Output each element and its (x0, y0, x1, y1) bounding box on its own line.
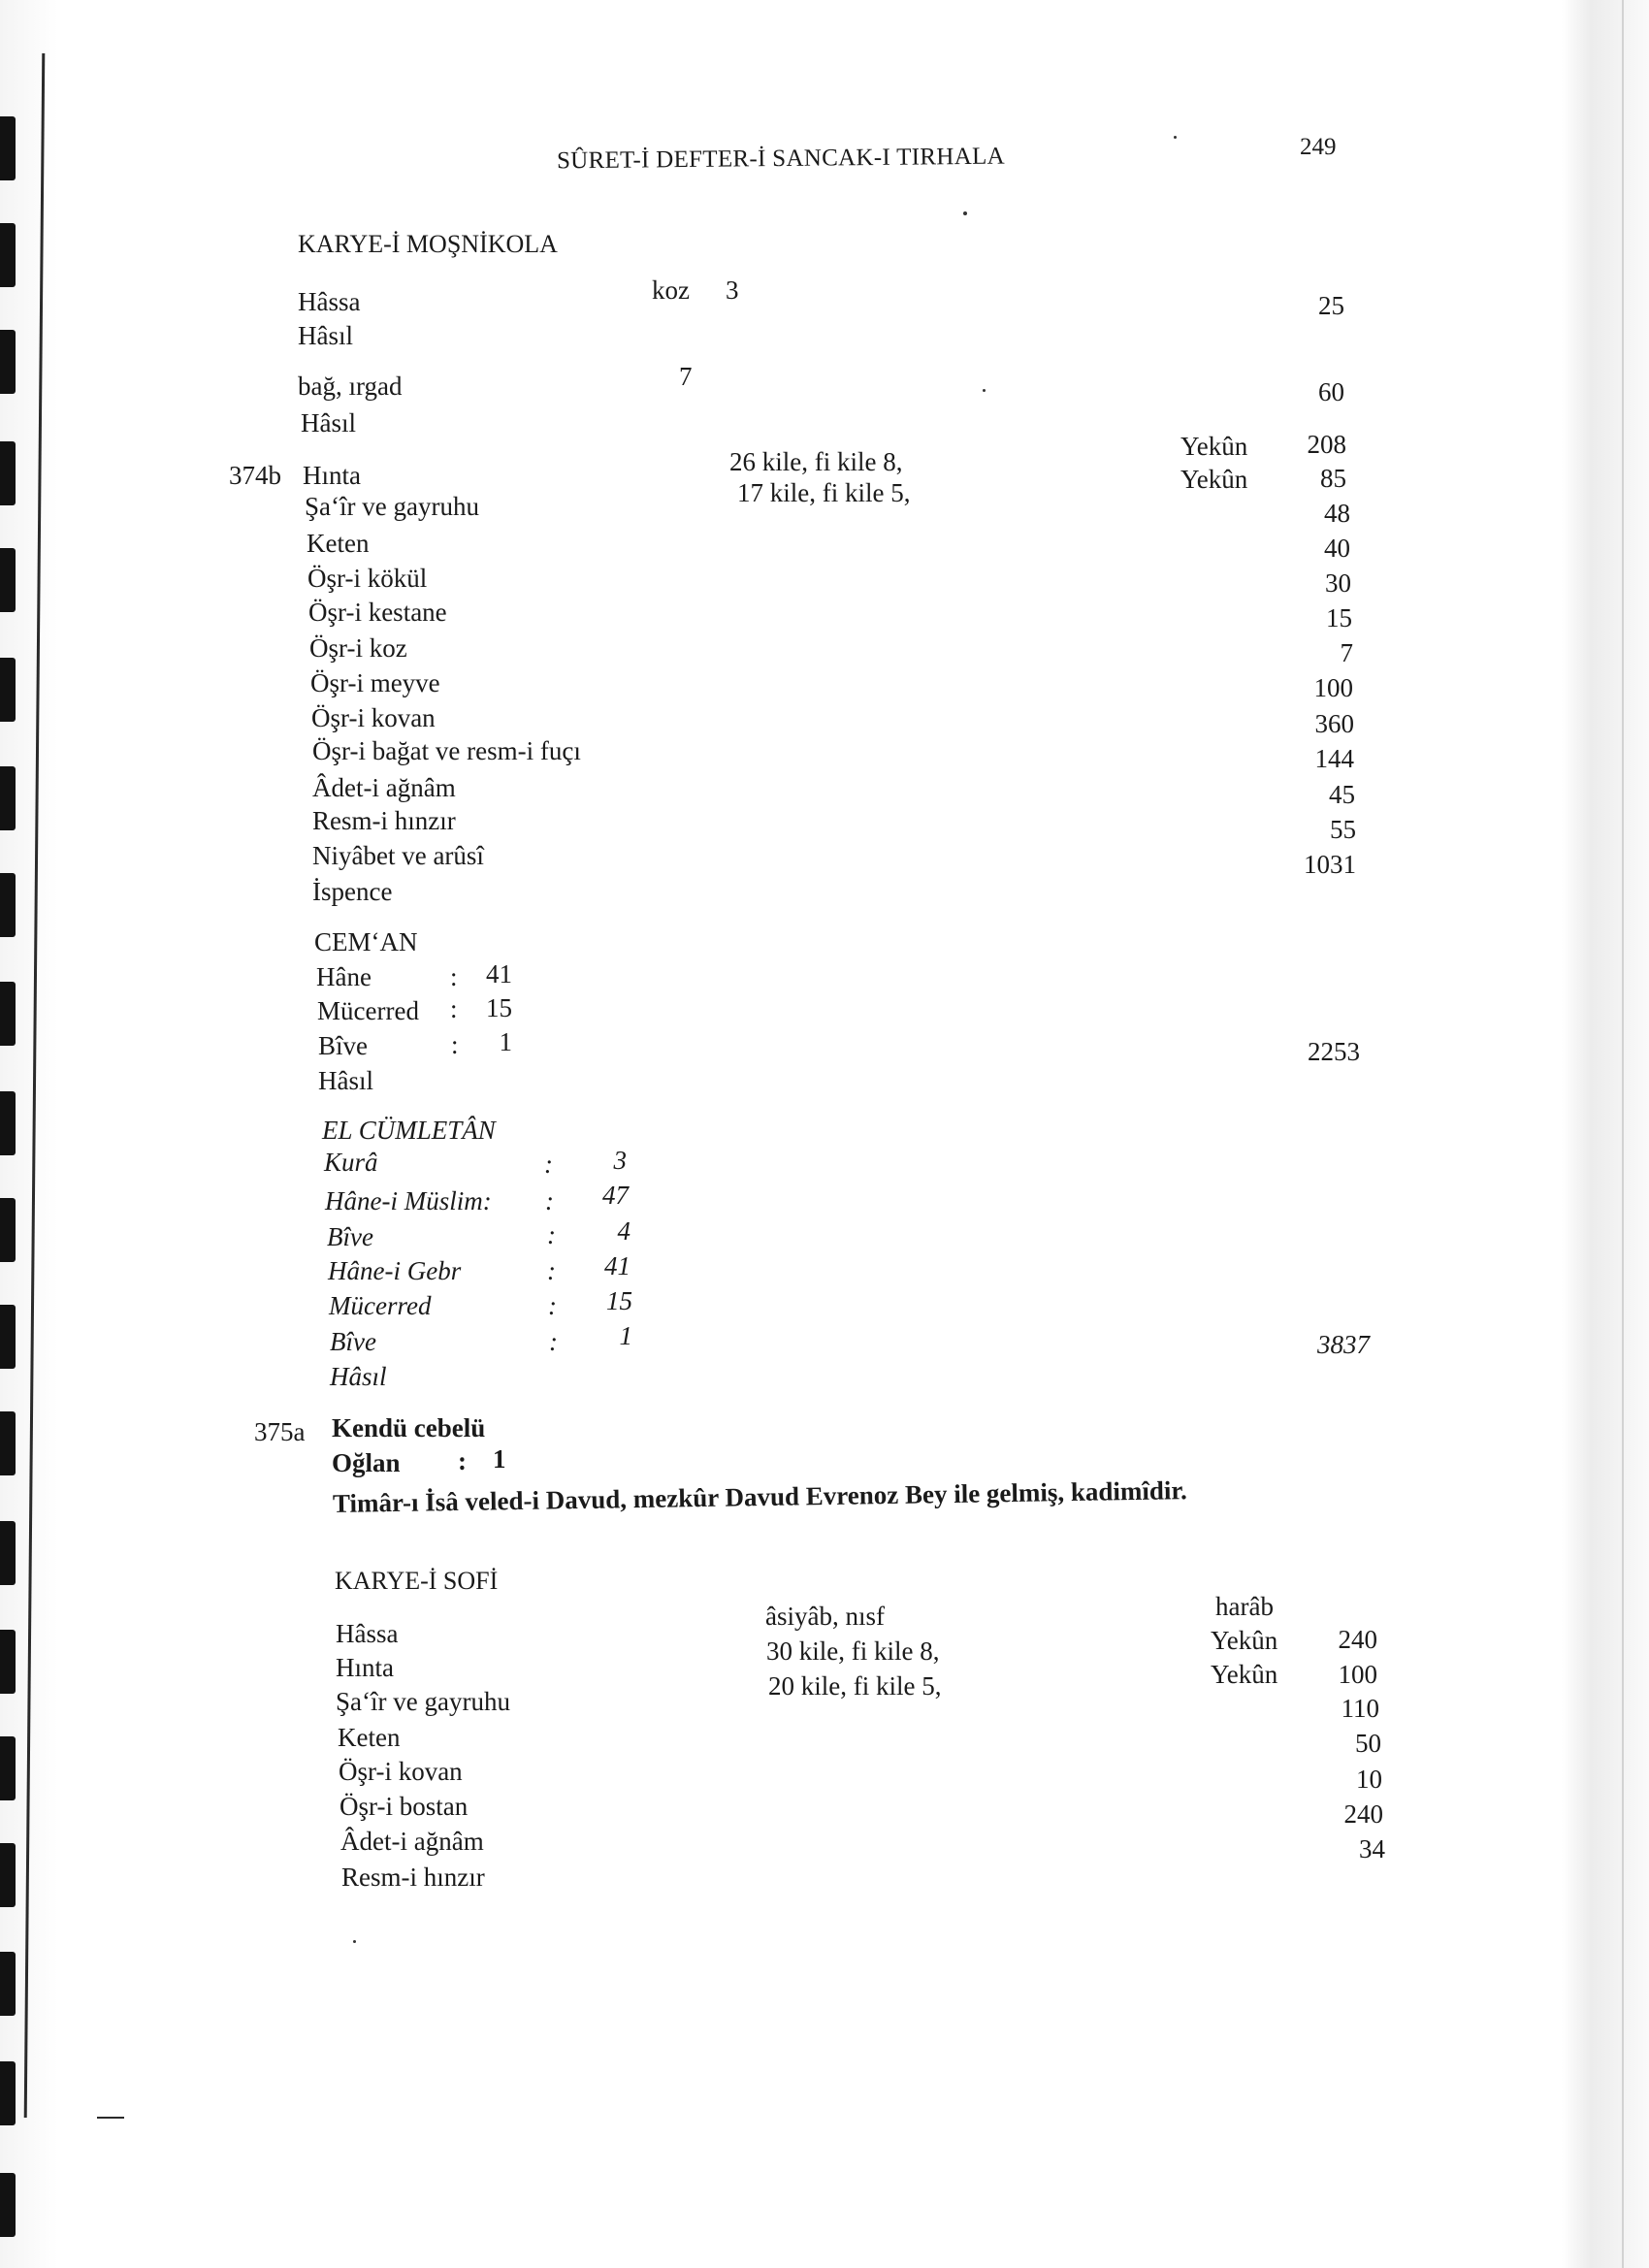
margin-rule (24, 53, 46, 2118)
sofi-hinta-calc: 30 kile, fi kile 8, (766, 1636, 940, 1666)
moshikola-hassa-label: Hâssa (298, 287, 361, 316)
el-cumletan-row-sep: : (548, 1291, 557, 1320)
el-cumletan-row-value: 47 (602, 1181, 629, 1210)
el-cumletan-hasil-label: Hâsıl (330, 1362, 387, 1391)
sofi-item-value: 240 (1343, 1799, 1383, 1829)
scan-speck (983, 389, 986, 392)
moshikola-item-value: 30 (1325, 568, 1351, 598)
margin-rule-foot (97, 2117, 124, 2119)
ceman-row-value: 41 (486, 959, 512, 988)
sofi-item-value: 34 (1359, 1834, 1385, 1863)
ceman-row-value: 1 (499, 1027, 512, 1056)
moshikola-item-value: 144 (1314, 744, 1354, 773)
sofi-sair-label: Şa‘îr ve gayruhu (336, 1687, 510, 1716)
el-cumletan-row-sep: : (547, 1220, 556, 1249)
sofi-item-value: 50 (1355, 1729, 1381, 1758)
sofi-item-value: 110 (1341, 1694, 1379, 1723)
scan-speck (353, 1940, 356, 1943)
kendu-oglan-sep: : (458, 1446, 467, 1475)
moshikola-item-value: 360 (1314, 709, 1354, 738)
sofi-sair-calc: 20 kile, fi kile 5, (768, 1671, 942, 1701)
el-cumletan-row-value: 15 (606, 1286, 632, 1315)
sofi-hassa-label: Hâssa (336, 1619, 399, 1648)
moshikola-sair-yekun: Yekûn (1180, 465, 1248, 494)
scan-speck (1174, 136, 1177, 139)
moshikola-item-label: Öşr-i kovan (311, 703, 436, 732)
sofi-hinta-label: Hınta (336, 1653, 394, 1682)
el-cumletan-row-label: Hâne-i Gebr (328, 1256, 462, 1285)
page-number: 249 (1300, 134, 1337, 160)
ceman-hasil-value: 2253 (1308, 1037, 1360, 1066)
el-cumletan-row-label: Hâne-i Müslim: (325, 1186, 492, 1215)
spiral-binding (0, 0, 25, 2268)
moshikola-item-label: Keten (307, 529, 370, 558)
running-head: SÛRET-İ DEFTER-İ SANCAK-I TIRHALA (556, 143, 1006, 175)
moshikola-hinta-yekun: Yekûn (1180, 432, 1248, 461)
ceman-row-label: Bîve (318, 1031, 368, 1060)
moshikola-item-value: 100 (1313, 673, 1353, 702)
sofi-item-label: Resm-i hınzır (341, 1863, 485, 1892)
moshikola-item-value: 1031 (1304, 850, 1356, 879)
sofi-hassa-note: harâb (1215, 1592, 1274, 1621)
moshikola-item-label: Öşr-i kestane (308, 598, 447, 627)
moshikola-hassa-value: 25 (1318, 291, 1344, 320)
ceman-row-value: 15 (486, 993, 512, 1022)
moshikola-bag-label: bağ, ırgad (298, 372, 403, 401)
el-cumletan-row-label: Bîve (330, 1327, 376, 1356)
moshikola-sair-calc: 17 kile, fi kile 5, (737, 478, 911, 507)
moshikola-bag-value: 60 (1318, 377, 1344, 406)
kendu-title: Kendü cebelü (332, 1413, 486, 1442)
el-cumletan-row-value: 3 (613, 1146, 627, 1175)
el-cumletan-row-sep: : (545, 1186, 554, 1215)
moshikola-sair-label: Şa‘îr ve gayruhu (305, 492, 479, 521)
sofi-hinta-yekun: Yekûn (1211, 1626, 1278, 1655)
sofi-item-label: Öşr-i bostan (340, 1792, 469, 1821)
moshikola-item-label: Niyâbet ve arûsî (312, 841, 484, 870)
moshikola-hinta-value: 208 (1307, 430, 1346, 459)
moshikola-item-value: 7 (1340, 638, 1353, 667)
moshikola-item-value: 40 (1324, 534, 1350, 563)
kendu-oglan-value: 1 (493, 1444, 506, 1474)
kendu-oglan-label: Oğlan (332, 1448, 401, 1477)
el-cumletan-row-sep: : (549, 1327, 558, 1356)
moshikola-hinta-calc: 26 kile, fi kile 8, (729, 447, 903, 476)
moshikola-item-value: 15 (1326, 603, 1352, 632)
page-edge (1622, 0, 1624, 2268)
section-title-moshikola: KARYE-İ MOŞNİKOLA (298, 230, 558, 258)
ceman-row-label: Mücerred (317, 996, 419, 1025)
moshikola-item-label: İspence (312, 877, 393, 906)
ceman-row-sep: : (450, 994, 458, 1023)
ceman-row-sep: : (450, 962, 458, 991)
el-cumletan-row-label: Kurâ (324, 1148, 378, 1177)
el-cumletan-hasil-value: 3837 (1317, 1330, 1370, 1359)
ceman-title: CEM‘AN (314, 927, 418, 956)
sofi-item-label: Öşr-i kovan (339, 1757, 463, 1786)
section-title-sofi: KARYE-İ SOFİ (335, 1567, 499, 1595)
el-cumletan-row-label: Mücerred (329, 1291, 432, 1320)
moshikola-hasil-label: Hâsıl (298, 321, 353, 350)
moshikola-sair-value: 85 (1320, 464, 1346, 493)
el-cumletan-row-sep: : (544, 1150, 553, 1179)
moshikola-item-label: Öşr-i koz (309, 633, 407, 663)
moshikola-hasil-label: Hâsıl (301, 408, 356, 437)
sofi-item-label: Keten (338, 1723, 401, 1752)
folio-marker: 375a (254, 1417, 306, 1446)
moshikola-item-value: 45 (1329, 780, 1355, 809)
moshikola-item-label: Öşr-i meyve (310, 668, 440, 697)
ceman-row-sep: : (451, 1030, 459, 1059)
el-cumletan-row-value: 41 (604, 1251, 630, 1280)
moshikola-bag-count: 7 (679, 362, 693, 391)
moshikola-item-label: Öşr-i bağat ve resm-i fuçı (312, 736, 581, 765)
sofi-hassa-mid: âsiyâb, nısf (765, 1602, 885, 1631)
moshikola-item-value: 48 (1324, 499, 1350, 528)
folio-marker: 374b (229, 461, 281, 490)
moshikola-item-label: Âdet-i ağnâm (312, 773, 456, 802)
el-cumletan-row-label: Bîve (327, 1222, 373, 1251)
moshikola-hinta-label: Hınta (303, 461, 361, 490)
timar-statement: Timâr-ı İsâ veled-i Davud, mezkûr Davud Evrenoz Bey ile gelmiş, kadimîdir. (332, 1475, 1187, 1518)
ceman-row-label: Hâne (316, 962, 372, 991)
el-cumletan-row-value: 1 (619, 1321, 632, 1350)
el-cumletan-row-sep: : (547, 1256, 556, 1285)
el-cumletan-title: EL CÜMLETÂN (322, 1116, 496, 1145)
sofi-item-label: Âdet-i ağnâm (340, 1827, 484, 1856)
sofi-hinta-value: 240 (1338, 1625, 1377, 1654)
sofi-sair-value: 100 (1338, 1660, 1377, 1689)
el-cumletan-row-value: 4 (617, 1216, 630, 1246)
sofi-item-value: 10 (1356, 1765, 1382, 1794)
sofi-sair-yekun: Yekûn (1211, 1660, 1278, 1689)
moshikola-item-value: 55 (1330, 815, 1356, 844)
scan-speck (963, 211, 967, 215)
moshikola-hassa-mid: koz (652, 275, 690, 305)
ceman-hasil-label: Hâsıl (318, 1066, 373, 1095)
moshikola-item-label: Öşr-i kökül (307, 564, 428, 593)
moshikola-hassa-count: 3 (726, 275, 739, 305)
moshikola-item-label: Resm-i hınzır (312, 806, 456, 835)
